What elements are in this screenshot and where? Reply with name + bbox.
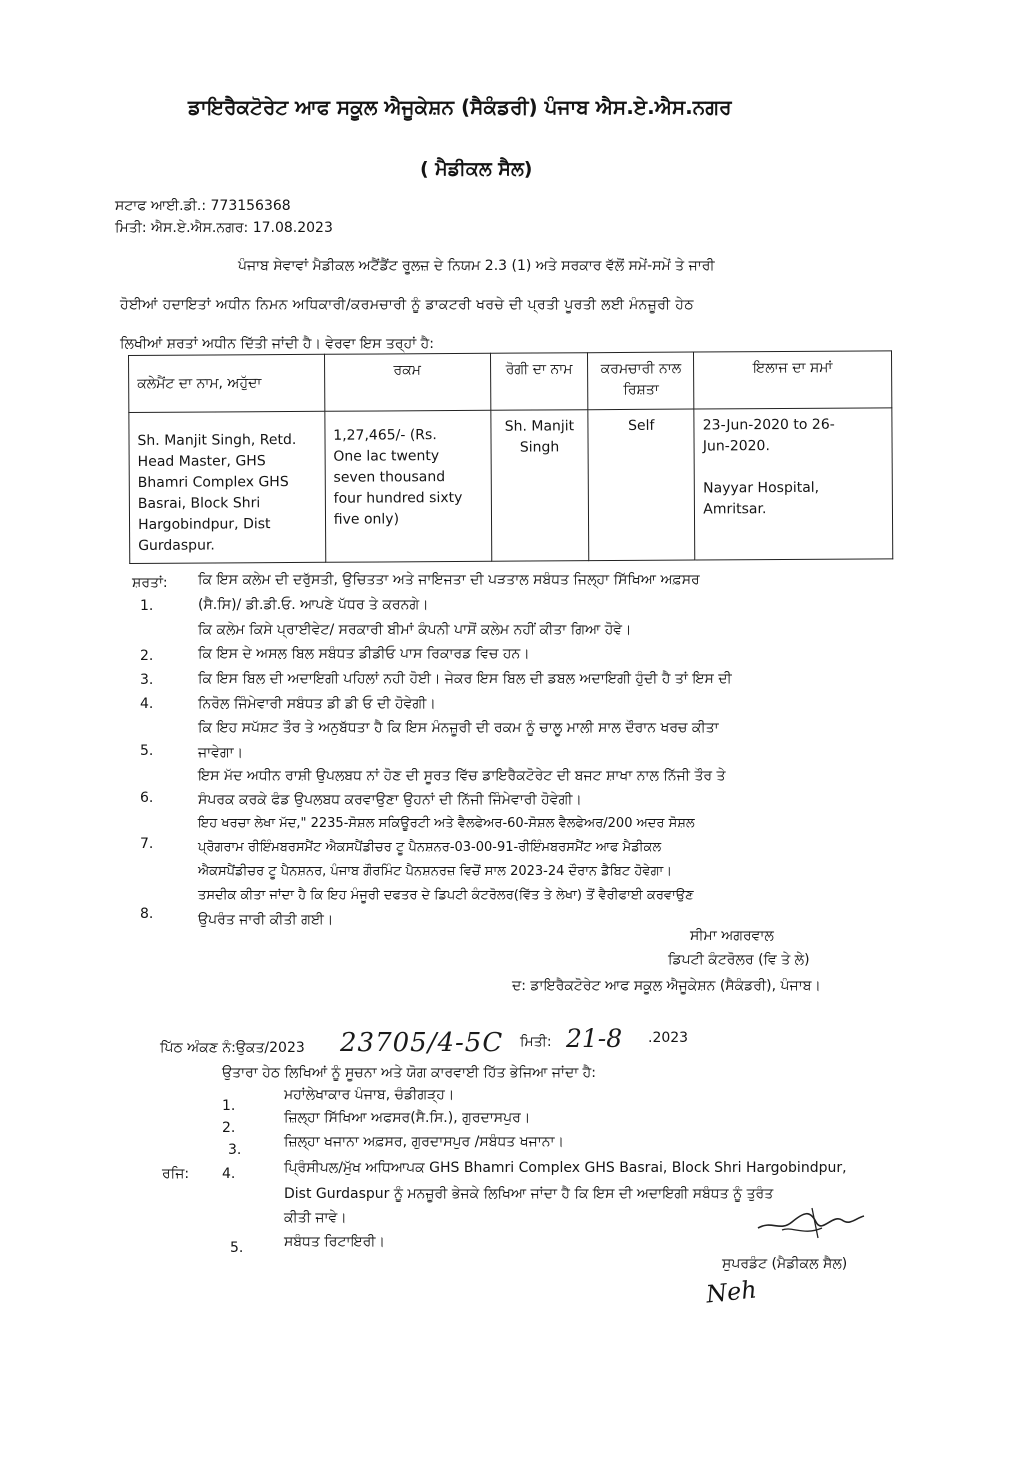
registered-label: ਰਜਿ:	[162, 1166, 190, 1182]
condition-line: ਉਪਰੰਤ ਜਾਰੀ ਕੀਤੀ ਗਈ।	[198, 912, 334, 928]
condition-line: ਇਸ ਮੱਦ ਅਧੀਨ ਰਾਸ਼ੀ ਉਪਲਬਧ ਨਾਂ ਹੋਣ ਦੀ ਸੂਰਤ ਵਿੱਚ ਡਾਇਰੈਕਟੋਰੇਟ ਦੀ ਬਜਟ ਸ਼ਾਖਾ ਨਾਲ ਨਿੱਜੀ ਤੌਰ ਤੇ	[198, 768, 726, 784]
recipient-number: 2.	[222, 1120, 236, 1136]
condition-number: 2.	[140, 648, 154, 664]
endorsement-number: 23705/4-5C	[340, 1028, 504, 1058]
issue-date: ਮਿਤੀ: ਐਸ.ਏ.ਐਸ.ਨਗਰ: 17.08.2023	[115, 220, 333, 236]
claim-table	[128, 350, 893, 564]
conditions-label: ਸ਼ਰਤਾਂ:	[132, 575, 168, 591]
condition-line: ਜਾਵੇਗਾ।	[198, 745, 244, 761]
signatory-office: ਦ: ਡਾਇਰੈਕਟੋਰੇਟ ਆਫ ਸਕੂਲ ਐਜੂਕੇਸ਼ਨ (ਸੈਕੰਡਰੀ), ਪੰਜਾਬ।	[512, 978, 821, 994]
condition-line: ਕਿ ਕਲੇਮ ਕਿਸੇ ਪ੍ਰਾਈਵੇਟ/ ਸਰਕਾਰੀ ਬੀਮਾਂ ਕੰਪਨੀ ਪਾਸੋਂ ਕਲੇਮ ਨਹੀਂ ਕੀਤਾ ਗਿਆ ਹੋਵੇ।	[198, 622, 632, 638]
intro-line-3: ਲਿਖੀਆਂ ਸ਼ਰਤਾਂ ਅਧੀਨ ਦਿੱਤੀ ਜਾਂਦੀ ਹੈ। ਵੇਰਵਾ ਇਸ ਤਰ੍ਹਾਂ ਹੈ:	[120, 336, 434, 352]
recipient-number: 3.	[228, 1142, 242, 1158]
signatory-designation: ਡਿਪਟੀ ਕੰਟਰੋਲਰ (ਵਿ ਤੇ ਲੇ)	[668, 952, 810, 968]
condition-number: 3.	[140, 672, 154, 688]
recipient-number: 1.	[222, 1098, 236, 1114]
condition-line: ਤਸਦੀਕ ਕੀਤਾ ਜਾਂਦਾ ਹੈ ਕਿ ਇਹ ਮੰਜੂਰੀ ਦਫਤਰ ਦੇ ਡਿਪਟੀ ਕੰਟਰੋਲਰ(ਵਿੱਤ ਤੇ ਲੇਖਾ) ਤੋਂ ਵੈਰੀਫਾਈ ਕਰਵਾਉਣ	[198, 888, 694, 903]
cell-subtitle: ( ਮੈਡੀਕਲ ਸੈਲ)	[420, 158, 533, 180]
header-claimant: ਕਲੇਮੈਂਟ ਦਾ ਨਾਮ, ਅਹੁੱਦਾ	[129, 354, 325, 412]
endorsement-date-label: ਮਿਤੀ:	[520, 1034, 552, 1050]
header-amount: ਰਕਮ	[324, 353, 490, 411]
condition-number: 1.	[140, 598, 154, 614]
endorsement-date-year: .2023	[648, 1030, 689, 1046]
condition-number: 5.	[140, 743, 154, 759]
recipient-number: 4.	[222, 1166, 236, 1182]
condition-line: ਕਿ ਇਹ ਸਪੱਸ਼ਟ ਤੌਰ ਤੇ ਅਨੁਬੱਧਤਾ ਹੈ ਕਿ ਇਸ ਮੰਨਜ਼ੂਰੀ ਦੀ ਰਕਮ ਨੂੰ ਚਾਲੂ ਮਾਲੀ ਸਾਲ ਦੌਰਾਨ ਖਰਚ ਕੀਤਾ	[198, 720, 719, 736]
intro-line-1: ਪੰਜਾਬ ਸੇਵਾਵਾਂ ਮੈਡੀਕਲ ਅਟੈਂਡੈਂਟ ਰੂਲਜ਼ ਦੇ ਨਿਯਮ 2.3 (1) ਅਤੇ ਸਰਕਾਰ ਵੱਲੋਂ ਸਮੇਂ-ਸਮੇਂ ਤੇ ਜਾਰੀ	[238, 258, 715, 274]
signature-icon	[752, 1200, 872, 1250]
endorsement-prefix: ਪਿੱਠ ਅੰਕਣ ਨੰ:ਉਕਤ/2023	[160, 1040, 305, 1056]
table-header-row	[129, 351, 892, 413]
table-row	[129, 408, 893, 564]
office-title: ਡਾਇਰੈਕਟੋਰੇਟ ਆਫ ਸਕੂਲ ਐਜੂਕੇਸ਼ਨ (ਸੈਕੰਡਰੀ) ਪੰਜਾਬ ਐਸ.ਏ.ਐਸ.ਨਗਰ	[188, 95, 732, 119]
condition-number: 4.	[140, 696, 154, 712]
condition-number: 7.	[140, 836, 154, 852]
cell-relation: Self	[588, 409, 695, 561]
intro-line-2: ਹੋਈਆਂ ਹਦਾਇਤਾਂ ਅਧੀਨ ਨਿਮਨ ਅਧਿਕਾਰੀ/ਕਰਮਚਾਰੀ ਨੂੰ ਡਾਕਟਰੀ ਖਰਚੇ ਦੀ ਪ੍ਰਤੀ ਪੂਰਤੀ ਲਈ ਮੰਨਜ਼ੂਰੀ ਹੇਠ	[120, 297, 694, 313]
header-relation: ਕਰਮਚਾਰੀ ਨਾਲ ਰਿਸ਼ਤਾ	[588, 352, 694, 410]
cell-treatment: 23-Jun-2020 to 26- Jun-2020. Nayyar Hospital, Amritsar.	[694, 408, 893, 560]
condition-line: ਐਕਸਪੈਂਡੀਚਰ ਟੂ ਪੈਨਸ਼ਨਰ, ਪੰਜਾਬ ਗੌਰਮਿੰਟ ਪੈਨਸ਼ਨਰਜ਼ ਵਿਚੋਂ ਸਾਲ 2023-24 ਦੌਰਾਨ ਡੈਬਿਟ ਹੋਵੇਗਾ।	[198, 864, 673, 879]
header-treatment: ਇਲਾਜ ਦਾ ਸਮਾਂ	[694, 351, 892, 409]
recipient-number: 5.	[230, 1240, 244, 1256]
condition-line: (ਸੈ.ਸਿ)/ ਡੀ.ਡੀ.ਓ. ਆਪਣੇ ਪੱਧਰ ਤੇ ਕਰਨਗੇ।	[198, 597, 429, 613]
handwritten-note: Neh	[704, 1275, 758, 1309]
staff-id: ਸਟਾਫ ਆਈ.ਡੀ.: 773156368	[115, 198, 291, 214]
recipient-line: ਜ਼ਿਲ੍ਹਾ ਖਜਾਨਾ ਅਫ਼ਸਰ, ਗੁਰਦਾਸਪੁਰ /ਸਬੰਧਤ ਖਜਾਨਾ।	[284, 1134, 564, 1150]
recipient-line: ਜ਼ਿਲ੍ਹਾ ਸਿੱਖਿਆ ਅਫਸਰ(ਸੈ.ਸਿ.), ਗੁਰਦਾਸਪੁਰ।	[284, 1110, 531, 1126]
recipient-line: ਮਹਾਂਲੇਖਾਕਾਰ ਪੰਜਾਬ, ਚੰਡੀਗੜ੍ਹ।	[284, 1087, 455, 1103]
cell-claimant: Sh. Manjit Singh, Retd. Head Master, GHS Bhamri Complex GHS Basrai, Block Shri Hargobindpur, Dist Gurdaspur.	[129, 411, 326, 563]
signatory-name: ਸੀਮਾ ਅਗਰਵਾਲ	[690, 928, 774, 944]
cell-amount: 1,27,465/- (Rs. One lac twenty seven thousand four hundred sixty five only)	[325, 410, 492, 562]
recipient-line: Dist Gurdaspur ਨੂੰ ਮਨਜ਼ੂਰੀ ਭੇਜਕੇ ਲਿਖਿਆ ਜਾਂਦਾ ਹੈ ਕਿ ਇਸ ਦੀ ਅਦਾਇਗੀ ਸਬੰਧਤ ਨੂੰ ਤੁਰੰਤ	[284, 1186, 774, 1202]
endorsement-date-handwritten: 21-8	[566, 1024, 623, 1053]
condition-line: ਨਿਰੋਲ ਜਿੰਮੇਵਾਰੀ ਸਬੰਧਤ ਡੀ ਡੀ ਓ ਦੀ ਹੋਵੇਗੀ।	[198, 696, 436, 712]
endorsement-intro: ਉਤਾਰਾ ਹੇਠ ਲਿਖਿਆਂ ਨੂੰ ਸੂਚਨਾ ਅਤੇ ਯੋਗ ਕਾਰਵਾਈ ਹਿੱਤ ਭੇਜਿਆ ਜਾਂਦਾ ਹੈ:	[222, 1065, 596, 1081]
condition-line: ਪ੍ਰੋਗਰਾਮ ਰੀਇੰਮਬਰਸਮੈਂਟ ਐਕਸਪੈਂਡੀਚਰ ਟੂ ਪੈਨਸ਼ਨਰ-03-00-91-ਰੀਇੰਮਬਰਸਮੈਂਟ ਆਫ ਮੈਡੀਕਲ	[198, 840, 662, 855]
cell-patient: Sh. Manjit Singh	[490, 410, 589, 562]
condition-line: ਕਿ ਇਸ ਬਿਲ ਦੀ ਅਦਾਇਗੀ ਪਹਿਲਾਂ ਨਹੀ ਹੋਈ। ਜੇਕਰ ਇਸ ਬਿਲ ਦੀ ਡਬਲ ਅਦਾਇਗੀ ਹੁੰਦੀ ਹੈ ਤਾਂ ਇਸ ਦੀ	[198, 671, 732, 687]
condition-line: ਕਿ ਇਸ ਕਲੇਮ ਦੀ ਦਰੁੱਸਤੀ, ਉਚਿਤਤਾ ਅਤੇ ਜਾਇਜਤਾ ਦੀ ਪੜਤਾਲ ਸਬੰਧਤ ਜਿਲ੍ਹਾ ਸਿੱਖਿਆ ਅਫ਼ਸਰ	[198, 572, 700, 588]
condition-line: ਇਹ ਖਰਚਾ ਲੇਖਾ ਮੱਦ," 2235-ਸੋਸ਼ਲ ਸਕਿਊਰਟੀ ਅਤੇ ਵੈਲਫੇਅਰ-60-ਸੋਸ਼ਲ ਵੈਲਫੇਅਰ/200 ਅਦਰ ਸੋਸ਼ਲ	[198, 816, 695, 831]
header-patient: ਰੋਗੀ ਦਾ ਨਾਮ	[490, 353, 588, 411]
recipient-line: ਸਬੰਧਤ ਰਿਟਾਇਰੀ।	[284, 1234, 385, 1250]
condition-number: 6.	[140, 790, 154, 806]
condition-line: ਸੰਪਰਕ ਕਰਕੇ ਫੰਡ ਉਪਲਬਧ ਕਰਵਾਉਣਾ ਉਹਨਾਂ ਦੀ ਨਿੱਜੀ ਜਿੰਮੇਵਾਰੀ ਹੋਵੇਗੀ।	[198, 792, 582, 808]
recipient-line: ਪ੍ਰਿੰਸੀਪਲ/ਮੁੱਖ ਅਧਿਆਪਕ GHS Bhamri Complex GHS Basrai, Block Shri Hargobindpur,	[284, 1160, 847, 1176]
recipient-line: ਕੀਤੀ ਜਾਵੇ।	[284, 1210, 347, 1226]
superintendent-designation: ਸੁਪਰਡੰਟ (ਮੈਡੀਕਲ ਸੈਲ)	[722, 1256, 848, 1272]
condition-number: 8.	[140, 906, 154, 922]
condition-line: ਕਿ ਇਸ ਦੇ ਅਸਲ ਬਿਲ ਸਬੰਧਤ ਡੀਡੀਓ ਪਾਸ ਰਿਕਾਰਡ ਵਿਚ ਹਨ।	[198, 646, 530, 662]
